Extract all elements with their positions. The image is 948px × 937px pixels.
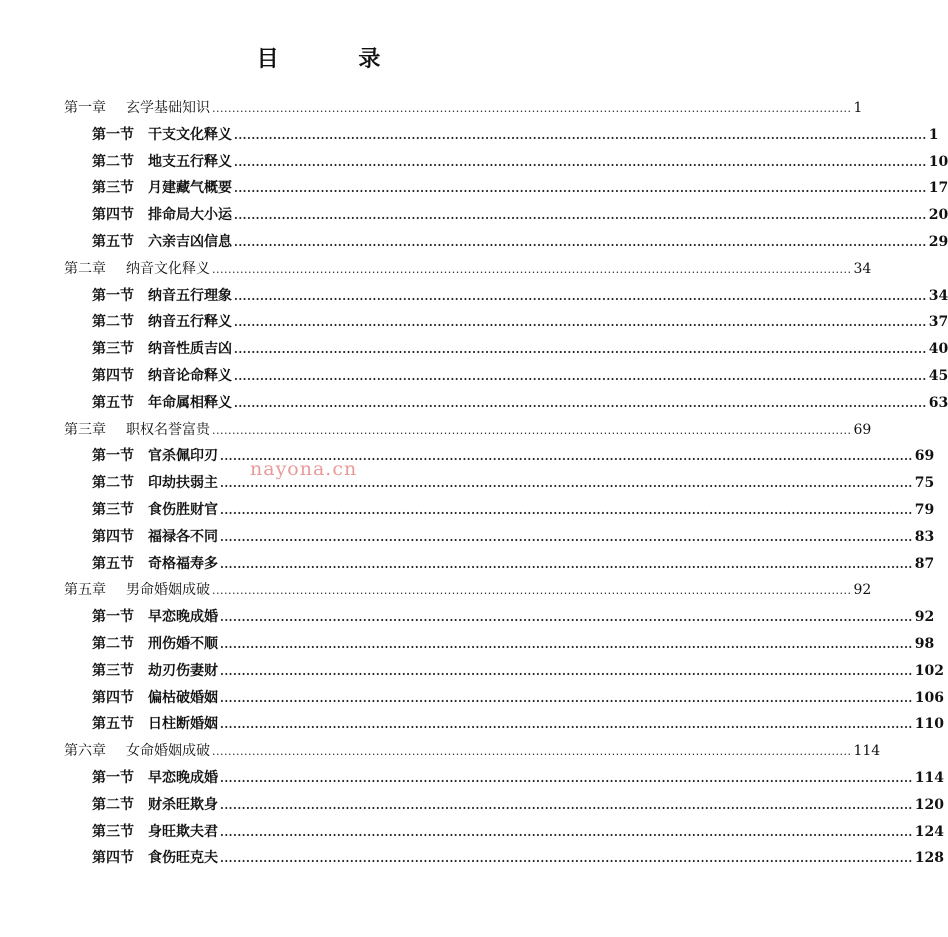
toc-entry-page: 34 <box>853 260 872 277</box>
toc-entry-number: 第二节 <box>92 153 134 170</box>
toc-entry-title: 六亲吉凶信息 <box>148 234 232 250</box>
toc-chapter-entry[interactable] <box>64 739 881 763</box>
toc-entry-page: 63 <box>928 394 948 411</box>
dot-leader: ................................................................................................................................................................ <box>220 504 913 517</box>
toc-entry-title: 月建藏气概要 <box>148 180 232 197</box>
toc-entry-title: 纳音性质吉凶 <box>148 341 232 358</box>
dot-leader: ................................................................................................................................................................ <box>212 262 852 276</box>
toc-entry-number: 第三节 <box>92 502 134 518</box>
dot-leader: ................................................................................................................................................................ <box>220 611 913 625</box>
toc-entry-title: 纳音五行释义 <box>148 314 232 331</box>
toc-entry-number: 第二节 <box>92 636 134 652</box>
toc-chapter-entry[interactable] <box>64 257 872 281</box>
toc-entry-number: 第四节 <box>92 368 134 384</box>
toc-entry-number: 第四节 <box>92 850 134 867</box>
toc-entry-title: 身旺欺夫君 <box>148 823 218 840</box>
toc-section-entry[interactable] <box>92 712 944 736</box>
toc-entry-page: 83 <box>914 528 935 545</box>
toc-entry-number: 第四节 <box>92 689 134 706</box>
toc-section-entry[interactable] <box>92 230 948 254</box>
toc-entry-title: 男命婚姻成破 <box>126 582 210 599</box>
toc-entry-page: 40 <box>928 341 948 358</box>
toc-entry-title: 排命局大小运 <box>148 207 232 224</box>
toc-section-entry[interactable] <box>92 176 948 200</box>
toc-entry-page: 34 <box>928 287 948 304</box>
toc-entry-number: 第五章 <box>64 582 106 599</box>
dot-leader: ................................................................................................................................................................ <box>220 638 913 651</box>
toc-section-entry[interactable] <box>92 552 935 576</box>
toc-entry-page: 1 <box>928 126 939 143</box>
toc-section-entry[interactable] <box>92 525 935 549</box>
toc-entry-title: 女命婚姻成破 <box>126 743 210 760</box>
toc-entry-title: 干支文化释义 <box>148 126 232 143</box>
toc-entry-number: 第三节 <box>92 823 134 840</box>
dot-leader: ................................................................................................................................................................ <box>220 664 913 678</box>
dot-leader: ................................................................................................................................................................ <box>220 772 913 785</box>
toc-entry-page: 92 <box>853 582 872 599</box>
toc-entry-title: 纳音论命释义 <box>148 368 232 384</box>
dot-leader: ................................................................................................................................................................ <box>220 477 913 491</box>
toc-section-entry[interactable] <box>92 203 948 227</box>
dot-leader: ................................................................................................................................................................ <box>234 289 927 303</box>
toc-section-entry[interactable] <box>92 337 948 361</box>
toc-entry-number: 第一节 <box>92 609 134 626</box>
toc-entry-number: 第四节 <box>92 207 134 224</box>
toc-entry-number: 第五节 <box>92 555 134 572</box>
toc-entry-page: 92 <box>914 609 935 626</box>
toc-entry-title: 纳音文化释义 <box>126 260 210 277</box>
toc-entry-number: 第一节 <box>92 770 134 786</box>
toc-entry-page: 120 <box>914 796 944 813</box>
dot-leader: ................................................................................................................................................................ <box>220 530 913 544</box>
toc-entry-page: 17 <box>928 180 948 197</box>
toc-section-entry[interactable] <box>92 686 944 710</box>
dot-leader: ................................................................................................................................................................ <box>220 825 913 839</box>
toc-section-entry[interactable] <box>92 766 944 790</box>
toc-entry-page: 102 <box>914 662 944 679</box>
toc-entry-title: 官杀佩印刃 <box>148 448 218 465</box>
dot-leader: ................................................................................................................................................................ <box>234 236 927 249</box>
page-title: 目 录 <box>256 46 417 72</box>
toc-entry-page: 1 <box>853 100 863 116</box>
dot-leader: ................................................................................................................................................................ <box>220 557 913 571</box>
toc-section-entry[interactable] <box>92 820 944 844</box>
toc-section-entry[interactable] <box>92 793 944 817</box>
toc-entry-title: 财杀旺欺身 <box>148 796 218 813</box>
toc-section-entry[interactable] <box>92 150 948 174</box>
toc-section-entry[interactable] <box>92 846 944 870</box>
toc-entry-title: 食伤胜财官 <box>148 502 218 518</box>
toc-section-entry[interactable] <box>92 632 935 656</box>
toc-entry-number: 第四节 <box>92 528 134 545</box>
toc-section-entry[interactable] <box>92 364 948 388</box>
toc-entry-number: 第三节 <box>92 180 134 197</box>
toc-chapter-entry[interactable] <box>64 418 872 442</box>
toc-entry-number: 第二章 <box>64 260 106 277</box>
toc-entry-page: 69 <box>853 421 872 438</box>
toc-entry-number: 第三节 <box>92 662 134 679</box>
toc-entry-title: 日柱断婚姻 <box>148 716 218 733</box>
toc-chapter-entry[interactable] <box>64 578 872 602</box>
dot-leader: ................................................................................................................................................................ <box>212 584 852 598</box>
toc-section-entry[interactable] <box>92 310 948 334</box>
dot-leader: ................................................................................................................................................................ <box>234 343 927 357</box>
toc-entry-page: 106 <box>914 689 944 706</box>
toc-entry-page: 20 <box>928 207 948 224</box>
toc-entry-page: 29 <box>928 234 948 250</box>
toc-section-entry[interactable] <box>92 659 944 683</box>
toc-entry-page: 124 <box>914 823 944 840</box>
toc-entry-number: 第二节 <box>92 314 134 331</box>
watermark-text: nayona.cn <box>250 458 358 480</box>
dot-leader: ................................................................................................................................................................ <box>212 102 852 115</box>
toc-entry-number: 第二节 <box>92 796 134 813</box>
toc-entry-number: 第一节 <box>92 126 134 143</box>
dot-leader: ................................................................................................................................................................ <box>220 852 913 866</box>
dot-leader: ................................................................................................................................................................ <box>234 316 927 330</box>
toc-entry-title: 纳音五行理象 <box>148 287 232 304</box>
toc-entry-title: 劫刃伤妻财 <box>148 662 218 679</box>
toc-entry-number: 第五节 <box>92 234 134 250</box>
toc-entry-page: 79 <box>914 502 935 518</box>
toc-entry-page: 45 <box>928 368 948 384</box>
toc-entry-title: 年命属相释义 <box>148 394 232 411</box>
dot-leader: ................................................................................................................................................................ <box>234 209 927 223</box>
dot-leader: ................................................................................................................................................................ <box>234 370 927 383</box>
dot-leader: ................................................................................................................................................................ <box>234 182 927 196</box>
toc-entry-title: 职权名誉富贵 <box>126 421 210 438</box>
toc-entry-title: 印劫扶弱主 <box>148 475 218 492</box>
toc-entry-page: 114 <box>914 770 944 786</box>
dot-leader: ................................................................................................................................................................ <box>234 396 927 410</box>
toc-entry-page: 87 <box>914 555 935 572</box>
toc-entry-page: 114 <box>853 743 881 760</box>
toc-entry-page: 10 <box>928 153 948 170</box>
toc-entry-page: 75 <box>914 475 935 492</box>
toc-entry-title: 福禄各不同 <box>148 528 218 545</box>
dot-leader: ................................................................................................................................................................ <box>220 691 913 705</box>
dot-leader: ................................................................................................................................................................ <box>212 423 852 437</box>
toc-section-entry[interactable] <box>92 498 935 522</box>
toc-entry-title: 食伤旺克夫 <box>148 850 218 867</box>
toc-entry-title: 地支五行释义 <box>148 153 232 170</box>
toc-section-entry[interactable] <box>92 605 935 629</box>
toc-entry-number: 第二节 <box>92 475 134 492</box>
toc-entry-number: 第三节 <box>92 341 134 358</box>
dot-leader: ................................................................................................................................................................ <box>220 450 913 464</box>
toc-section-entry[interactable] <box>92 123 939 147</box>
toc-entry-title: 早恋晚成婚 <box>148 770 218 786</box>
toc-entry-page: 98 <box>914 636 935 652</box>
toc-entry-number: 第一节 <box>92 287 134 304</box>
dot-leader: ................................................................................................................................................................ <box>220 718 913 732</box>
toc-entry-number: 第五节 <box>92 394 134 411</box>
toc-entry-number: 第一节 <box>92 448 134 465</box>
toc-entry-number: 第五节 <box>92 716 134 733</box>
dot-leader: ................................................................................................................................................................ <box>234 155 927 169</box>
toc-entry-number: 第三章 <box>64 421 106 438</box>
toc-chapter-entry[interactable] <box>64 96 863 120</box>
dot-leader: ................................................................................................................................................................ <box>220 798 913 812</box>
toc-entry-title: 早恋晚成婚 <box>148 609 218 626</box>
dot-leader: ................................................................................................................................................................ <box>234 128 927 142</box>
toc-entry-number: 第六章 <box>64 743 106 760</box>
toc-entry-title: 奇格福寿多 <box>148 555 218 572</box>
toc-entry-page: 110 <box>914 716 944 733</box>
toc-section-entry[interactable] <box>92 284 948 308</box>
toc-entry-page: 69 <box>914 448 935 465</box>
toc-entry-page: 37 <box>928 314 948 331</box>
toc-section-entry[interactable] <box>92 391 948 415</box>
toc-entry-title: 刑伤婚不顺 <box>148 636 218 652</box>
dot-leader: ................................................................................................................................................................ <box>212 745 852 759</box>
toc-entry-number: 第一章 <box>64 100 106 116</box>
toc-entry-title: 偏枯破婚姻 <box>148 689 218 706</box>
toc-entry-page: 128 <box>914 850 944 867</box>
toc-entry-title: 玄学基础知识 <box>126 100 210 116</box>
